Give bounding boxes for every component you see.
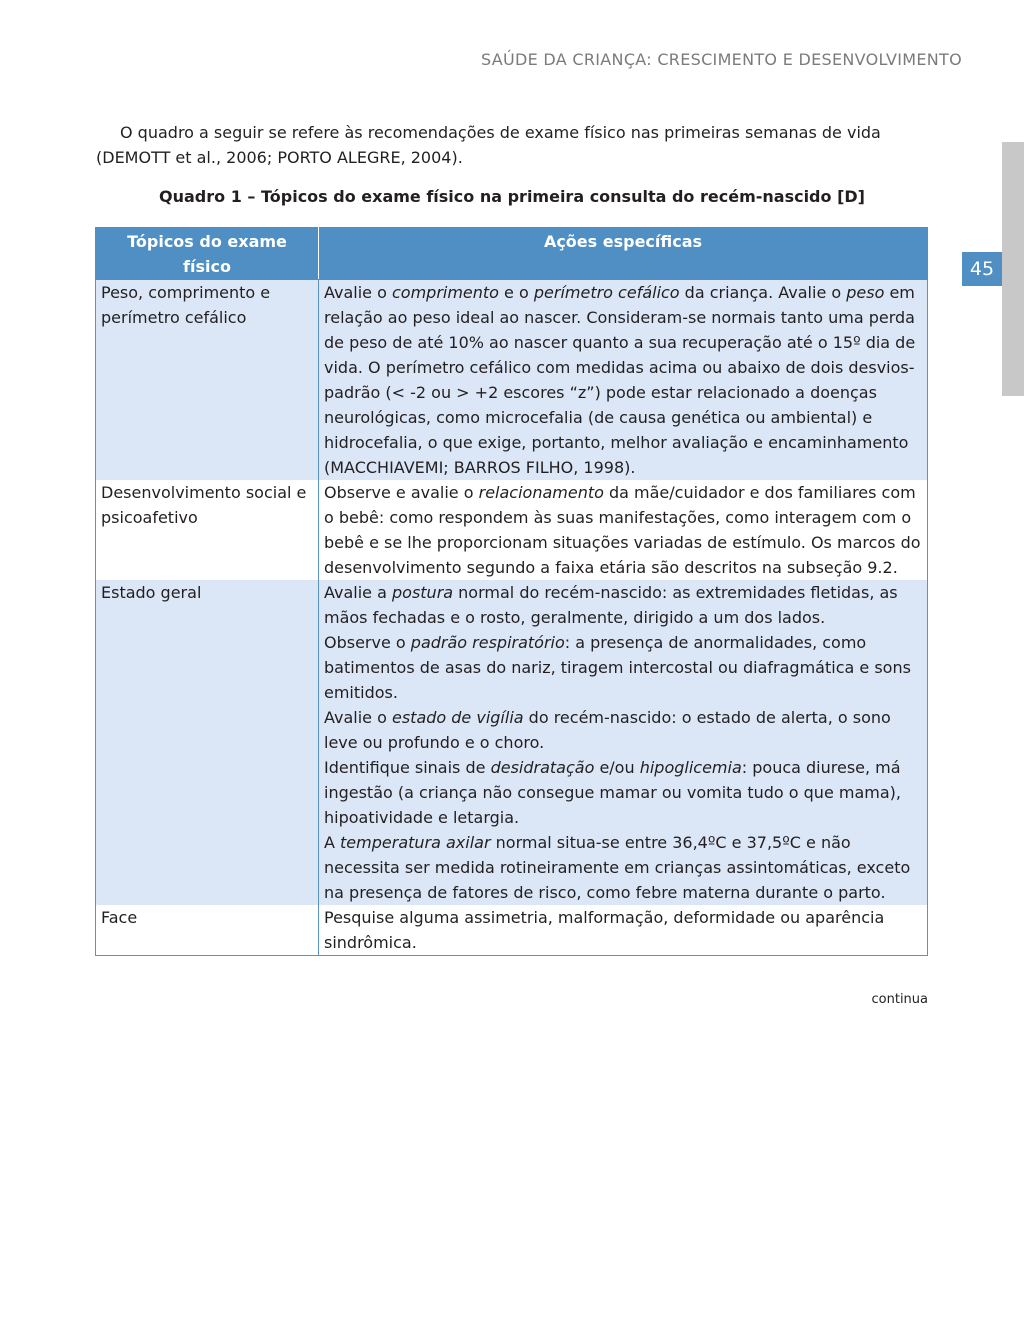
text-run: do recém-nascido: o estado de alerta, o sono leve ou profundo e o choro. bbox=[324, 708, 891, 752]
intro-paragraph bbox=[96, 120, 932, 170]
text-run: normal do recém-nascido: as extremidades fletidas, as mãos fechadas e o rosto, geralmente, dirigido a um dos lados. bbox=[324, 583, 898, 627]
table-row bbox=[96, 905, 928, 956]
text-run: : a presença de anormalidades, como batimentos de asas do nariz, tiragem intercostal ou diafragmática e sons emitidos. bbox=[324, 633, 911, 702]
side-tab-bar bbox=[1002, 142, 1024, 396]
italic-term: perímetro cefálico bbox=[533, 283, 680, 302]
text-run: Observe o bbox=[324, 633, 411, 652]
text-run: em relação ao peso ideal ao nascer. Consideram-se normais tanto uma perda de peso de até 10% ao nascer quanto a sua recuperação até o 15º dia de vida. O perímetro cefálico com medidas acima ou abaixo de dois desvios-padrão (< -2 ou > +2 escores “z”) pode estar relacionado a doenças neurológicas, como microcefalia (de causa genética ou ambiental) e hidrocefalia, o que exige, portanto, melhor avaliação e encaminhamento (MACCHIAVEMI; BARROS FILHO, 1998). bbox=[324, 283, 916, 477]
exam-topics-table bbox=[95, 227, 928, 956]
action-paragraph bbox=[324, 830, 922, 905]
text-run: Avalie a bbox=[324, 583, 392, 602]
column-header-topics: Tópicos do exame físico bbox=[96, 228, 319, 280]
text-run: e o bbox=[498, 283, 534, 302]
table-header-row bbox=[96, 228, 928, 280]
action-paragraph bbox=[324, 630, 922, 705]
italic-term: relacionamento bbox=[478, 483, 604, 502]
actions-cell bbox=[319, 480, 928, 580]
text-run: Observe e avalie o bbox=[324, 483, 479, 502]
text-run: Avalie o bbox=[324, 283, 392, 302]
topic-cell: Face bbox=[96, 905, 319, 956]
action-paragraph bbox=[324, 280, 922, 480]
action-paragraph bbox=[324, 705, 922, 755]
actions-cell bbox=[319, 580, 928, 905]
table-row bbox=[96, 480, 928, 580]
italic-term: postura bbox=[392, 583, 454, 602]
topic-cell: Peso, comprimento e perímetro cefálico bbox=[96, 280, 319, 481]
text-run: : pouca diurese, má ingestão (a criança não consegue mamar ou vomita tudo o que mama), hipoatividade e letargia. bbox=[324, 758, 901, 827]
table-caption: Quadro 1 – Tópicos do exame físico na primeira consulta do recém-nascido [D] bbox=[159, 187, 865, 206]
text-run: A bbox=[324, 833, 341, 852]
italic-term: estado de vigília bbox=[391, 708, 524, 727]
running-header: SAÚDE DA CRIANÇA: CRESCIMENTO E DESENVOLVIMENTO bbox=[481, 50, 962, 69]
text-run: normal situa-se entre 36,4ºC e 37,5ºC e não necessita ser medida rotineiramente em crianças assintomáticas, exceto na presença de fatores de risco, como febre materna durante o parto. bbox=[324, 833, 911, 902]
italic-term: hipoglicemia bbox=[639, 758, 742, 777]
intro-text: O quadro a seguir se refere às recomendações de exame físico nas primeiras semanas de vida (DEMOTT et al., 2006; PORTO ALEGRE, 2004). bbox=[96, 123, 881, 167]
actions-cell bbox=[319, 905, 928, 956]
action-paragraph bbox=[324, 755, 922, 830]
action-paragraph bbox=[324, 905, 922, 955]
continues-note: continua bbox=[871, 992, 928, 1007]
text-run: e/ou bbox=[594, 758, 640, 777]
text-run: Pesquise alguma assimetria, malformação, deformidade ou aparência sindrômica. bbox=[324, 908, 885, 952]
text-run: da criança. Avalie o bbox=[679, 283, 847, 302]
topic-cell: Estado geral bbox=[96, 580, 319, 905]
italic-term: peso bbox=[846, 283, 885, 302]
action-paragraph bbox=[324, 580, 922, 630]
italic-term: comprimento bbox=[391, 283, 499, 302]
table-row bbox=[96, 280, 928, 481]
text-run: Avalie o bbox=[324, 708, 392, 727]
actions-cell bbox=[319, 280, 928, 481]
italic-term: temperatura axilar bbox=[340, 833, 491, 852]
topic-cell: Desenvolvimento social e psicoafetivo bbox=[96, 480, 319, 580]
table-row bbox=[96, 580, 928, 905]
page-number: 45 bbox=[962, 252, 1002, 286]
italic-term: padrão respiratório bbox=[410, 633, 565, 652]
action-paragraph bbox=[324, 480, 922, 580]
column-header-actions: Ações específicas bbox=[319, 228, 928, 280]
text-run: da mãe/cuidador e dos familiares com o bebê: como respondem às suas manifestações, como interagem com o bebê e se lhe proporcionam situações variadas de estímulo. Os marcos do desenvolvimento segundo a faixa etária são descritos na subseção 9.2. bbox=[324, 483, 921, 577]
italic-term: desidratação bbox=[490, 758, 595, 777]
text-run: Identifique sinais de bbox=[324, 758, 491, 777]
